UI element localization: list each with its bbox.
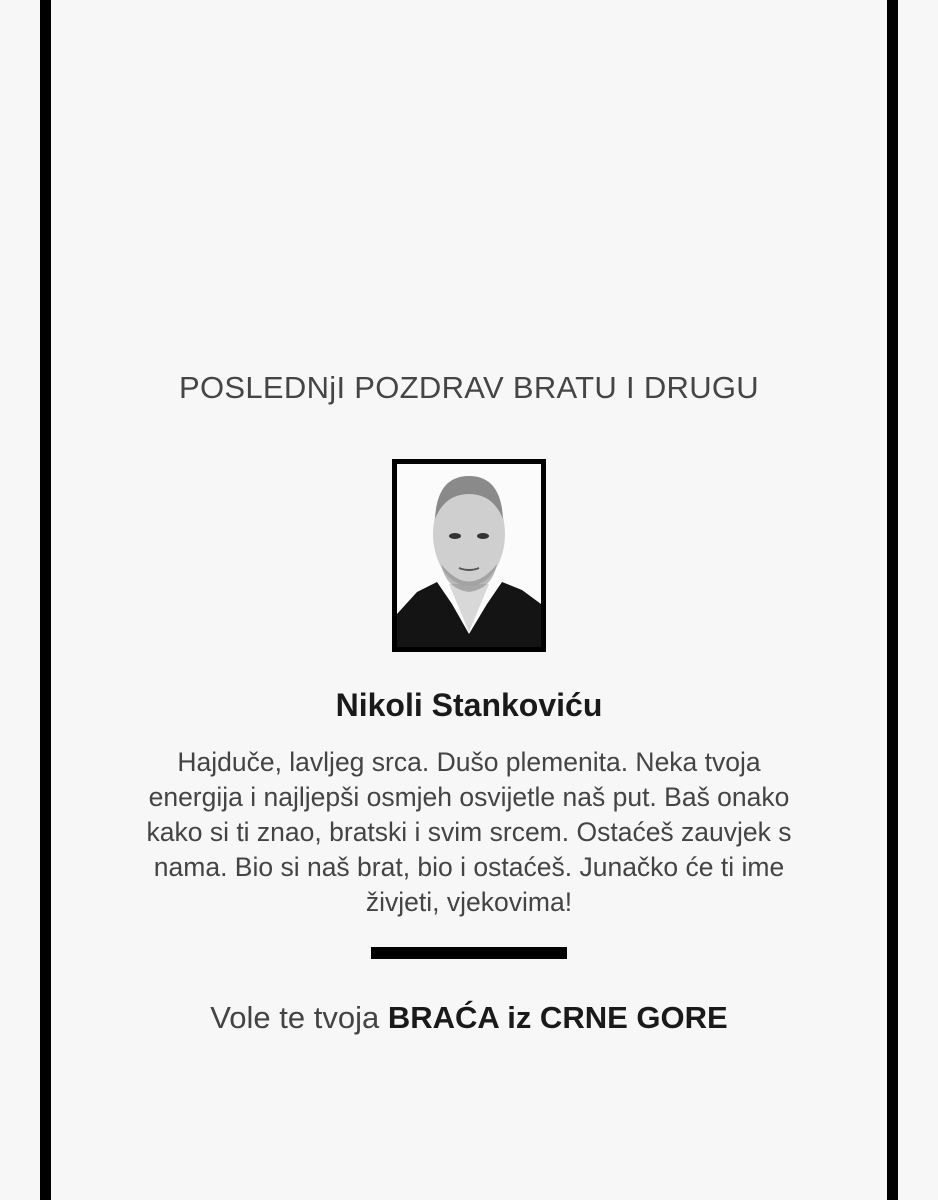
portrait-photo xyxy=(392,459,546,652)
tribute-line: kako si ti znao, bratski i svim srcem. Ostaćeš zauvjek s xyxy=(146,817,792,847)
obituary-heading: POSLEDNjI POZDRAV BRATU I DRUGU xyxy=(179,370,759,405)
deceased-name: Nikoli Stankoviću xyxy=(335,687,603,723)
tribute-line: energija i najljepši osmjeh osvijetle naš put. Baš onako xyxy=(148,782,790,812)
tribute-message xyxy=(80,745,858,920)
tribute-line: Hajduče, lavljeg srca. Dušo plemenita. Neka tvoja xyxy=(177,747,761,777)
tribute-line: nama. Bio si naš brat, bio i ostaćeš. Junačko će ti ime xyxy=(153,852,785,882)
signature-senders: BRAĆA iz CRNE GORE xyxy=(387,1000,728,1035)
separator-line xyxy=(371,947,567,959)
tribute-line: živjeti, vjekovima! xyxy=(365,887,573,917)
signature-line xyxy=(0,1000,938,1036)
signature-prefix: Vole te tvoja xyxy=(210,1000,388,1035)
